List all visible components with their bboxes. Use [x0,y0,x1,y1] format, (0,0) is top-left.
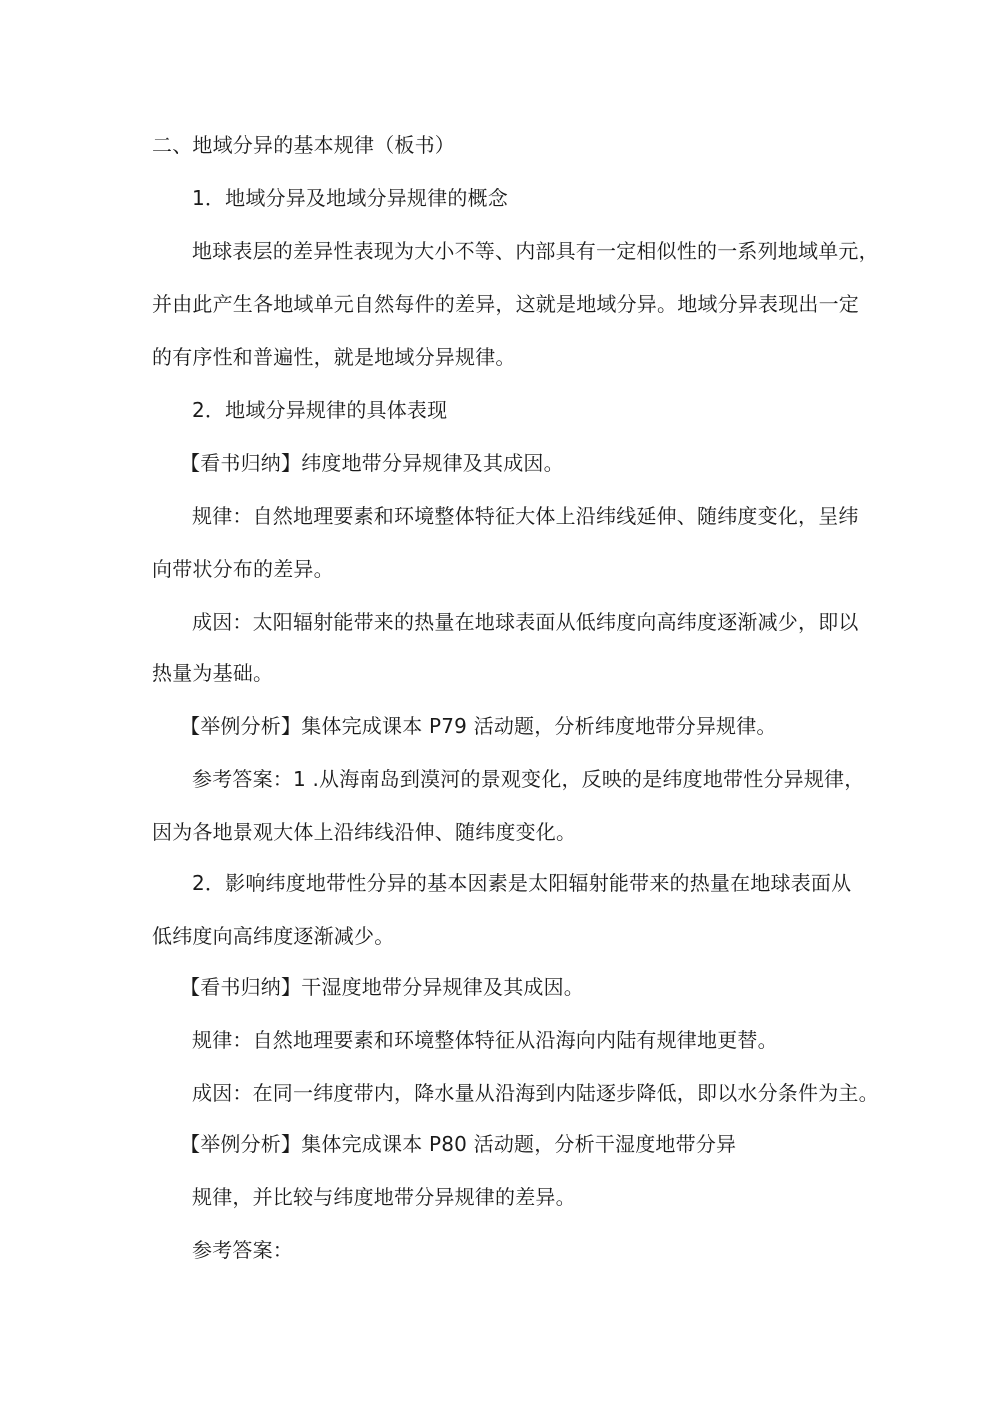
paragraph-line: 参考答案： [192,1238,293,1262]
subheading-manifestation: 2．地域分异规律的具体表现 [192,398,448,422]
paragraph-line: 热量为基础。 [152,661,274,685]
paragraph-line: 2．影响纬度地带性分异的基本因素是太阳辐射能带来的热量在地球表面从 [192,871,852,895]
paragraph-line: 规律：自然地理要素和环境整体特征大体上沿纬线延伸、随纬度变化，呈纬 [192,504,859,528]
paragraph-line: 规律，并比较与纬度地带分异规律的差异。 [192,1185,576,1209]
paragraph-line: 【举例分析】集体完成课本 P80 活动题，分析干湿度地带分异 [180,1132,737,1156]
paragraph-line: 【看书归纳】干湿度地带分异规律及其成因。 [180,975,584,999]
paragraph-line: 【看书归纳】纬度地带分异规律及其成因。 [180,451,564,475]
paragraph-line: 参考答案：1 .从海南岛到漠河的景观变化，反映的是纬度地带性分异规律， [192,767,865,791]
paragraph-line: 向带状分布的差异。 [152,557,334,581]
paragraph-line: 成因：在同一纬度带内，降水量从沿海到内陆逐步降低，即以水分条件为主。 [192,1081,879,1105]
section-heading: 二、地域分异的基本规律（板书） [152,133,455,157]
subheading-concept: 1．地域分异及地域分异规律的概念 [192,186,508,210]
paragraph-line: 低纬度向高纬度逐渐减少。 [152,924,395,948]
paragraph-line: 成因：太阳辐射能带来的热量在地球表面从低纬度向高纬度逐渐减少，即以 [192,610,859,634]
paragraph-line: 地球表层的差异性表现为大小不等、内部具有一定相似性的一系列地域单元， [192,239,879,263]
paragraph-line: 的有序性和普遍性，就是地域分异规律。 [152,345,516,369]
paragraph-line: 规律：自然地理要素和环境整体特征从沿海向内陆有规律地更替。 [192,1028,778,1052]
paragraph-line: 并由此产生各地域单元自然每件的差异，这就是地域分异。地域分异表现出一定 [152,292,859,316]
paragraph-line: 因为各地景观大体上沿纬线沿伸、随纬度变化。 [152,820,577,844]
paragraph-line: 【举例分析】集体完成课本 P79 活动题，分析纬度地带分异规律。 [180,714,777,738]
